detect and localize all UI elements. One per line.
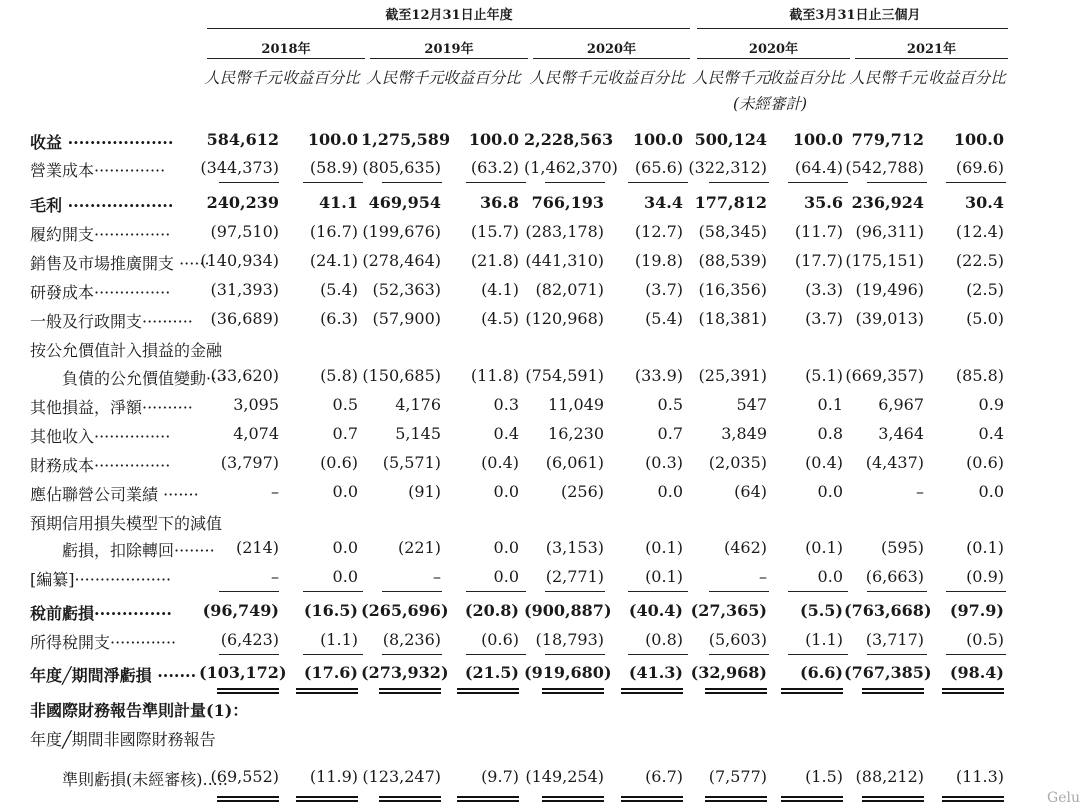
table-cell: (91) — [408, 482, 441, 501]
table-cell: (64.4) — [794, 158, 843, 177]
table-cell: (18,381) — [698, 309, 767, 328]
table-cell: 236,924 — [851, 193, 924, 212]
subtotal-rule — [788, 591, 848, 592]
group-rule-2 — [697, 28, 1008, 29]
unit-rmb-header: 人民幣千元 — [366, 69, 444, 87]
table-cell: 36.8 — [480, 193, 519, 212]
table-cell: 0.0 — [332, 538, 358, 557]
table-cell: (0.9) — [966, 567, 1004, 586]
table-cell: (88,212) — [855, 767, 924, 786]
table-cell: (5.0) — [966, 309, 1004, 328]
table-cell: 0.1 — [817, 395, 843, 414]
table-cell: – — [271, 567, 279, 586]
table-cell: (0.6) — [966, 453, 1004, 472]
table-cell: (21.8) — [470, 251, 519, 270]
table-cell: (11.7) — [794, 222, 843, 241]
table-cell: – — [916, 482, 924, 501]
unit-pct-header: 收益百分比 — [607, 69, 685, 87]
table-cell: (1.1) — [320, 630, 358, 649]
table-cell: 5,145 — [395, 424, 441, 443]
table-cell: (11.8) — [470, 366, 519, 385]
table-cell: (36,689) — [210, 309, 279, 328]
row-label: 預期信用損失模型下的減值 — [30, 514, 223, 533]
subtotal-rule — [382, 654, 442, 655]
row-label: 負債的公允價值變動···· — [62, 369, 227, 388]
table-cell: 0.0 — [978, 482, 1004, 501]
subtotal-rule — [545, 182, 605, 183]
table-cell: 584,612 — [206, 130, 279, 149]
group-header-year-end: 截至12月31日止年度 — [385, 8, 513, 23]
year-header: 2020年 — [586, 42, 637, 57]
unit-pct-header: 收益百分比 — [443, 69, 521, 87]
row-label: 年度╱期間非國際財務報告 — [30, 730, 216, 749]
table-cell: 100.0 — [792, 130, 843, 149]
table-cell: 0.0 — [657, 482, 683, 501]
table-cell: 0.9 — [978, 395, 1004, 414]
table-cell: (103,172) — [199, 663, 287, 682]
table-cell: (16.7) — [309, 222, 358, 241]
row-label: 其他收入··············· — [30, 427, 171, 446]
table-cell: (11.9) — [309, 767, 358, 786]
table-cell: (17.7) — [794, 251, 843, 270]
total-double-rule — [862, 688, 924, 694]
table-cell: (0.8) — [645, 630, 683, 649]
table-cell: (97.9) — [949, 601, 1004, 620]
total-double-rule — [296, 688, 358, 694]
table-cell: (441,310) — [525, 251, 604, 270]
table-cell: (25,391) — [698, 366, 767, 385]
table-cell: 0.7 — [332, 424, 358, 443]
row-label: 準則虧損(未經審核)..... — [62, 770, 228, 789]
table-cell: (763,668) — [844, 601, 932, 620]
table-cell: (754,591) — [525, 366, 604, 385]
table-cell: (0.4) — [481, 453, 519, 472]
row-label: 一般及行政開支·········· — [30, 312, 193, 331]
row-label: 財務成本··············· — [30, 456, 171, 475]
table-cell: (65.6) — [634, 158, 683, 177]
row-label: 按公允價值計入損益的金融 — [30, 341, 223, 360]
row-label: [編纂]··················· — [30, 570, 172, 589]
table-cell: (58.9) — [309, 158, 358, 177]
unit-pct-header: 收益百分比 — [928, 69, 1006, 87]
table-cell: 3,095 — [233, 395, 279, 414]
table-cell: (542,788) — [845, 158, 924, 177]
subtotal-rule — [466, 182, 526, 183]
subtotal-rule — [709, 654, 769, 655]
subtotal-rule — [946, 591, 1006, 592]
total-double-rule — [781, 688, 843, 694]
table-cell: (19.8) — [634, 251, 683, 270]
table-cell: (22.5) — [955, 251, 1004, 270]
subtotal-rule — [382, 182, 442, 183]
table-cell: (2,771) — [545, 567, 604, 586]
table-cell: (4.1) — [481, 280, 519, 299]
table-cell: (39,013) — [855, 309, 924, 328]
table-cell: 0.7 — [657, 424, 683, 443]
row-label: 履約開支··············· — [30, 225, 171, 244]
watermark-logo: Gelu — [1047, 790, 1080, 806]
table-cell: (97,510) — [210, 222, 279, 241]
table-cell: 3,464 — [878, 424, 924, 443]
unit-rmb-header: 人民幣千元 — [692, 69, 770, 87]
table-cell: 100.0 — [953, 130, 1004, 149]
table-cell: 0.0 — [493, 482, 519, 501]
table-cell: (98.4) — [949, 663, 1004, 682]
table-cell: (69.6) — [955, 158, 1004, 177]
table-cell: 766,193 — [531, 193, 604, 212]
table-cell: (669,357) — [845, 366, 924, 385]
table-cell: 34.4 — [644, 193, 683, 212]
table-cell: (33,620) — [210, 366, 279, 385]
group-rule-1 — [207, 28, 690, 29]
table-cell: (3.7) — [645, 280, 683, 299]
table-cell: (58,345) — [698, 222, 767, 241]
subtotal-rule — [219, 182, 279, 183]
table-cell: – — [433, 567, 441, 586]
year-rule — [697, 58, 850, 59]
table-cell: 500,124 — [694, 130, 767, 149]
table-cell: (265,696) — [361, 601, 449, 620]
table-cell: 41.1 — [319, 193, 358, 212]
unit-pct-header: 收益百分比 — [282, 69, 360, 87]
table-cell: (41.3) — [628, 663, 683, 682]
year-header: 2020年 — [748, 42, 799, 57]
table-cell: (5,571) — [382, 453, 441, 472]
subtotal-rule — [628, 182, 688, 183]
table-cell: (3,717) — [865, 630, 924, 649]
table-cell: 16,230 — [548, 424, 604, 443]
subtotal-rule — [867, 591, 927, 592]
total-double-rule — [705, 796, 767, 802]
table-cell: (15.7) — [470, 222, 519, 241]
table-cell: 0.4 — [978, 424, 1004, 443]
table-cell: (273,932) — [361, 663, 449, 682]
table-cell: 6,967 — [878, 395, 924, 414]
subtotal-rule — [946, 182, 1006, 183]
year-rule — [207, 58, 365, 59]
table-cell: (96,311) — [855, 222, 924, 241]
table-cell: (322,312) — [688, 158, 767, 177]
total-double-rule — [542, 688, 604, 694]
table-cell: 469,954 — [368, 193, 441, 212]
table-cell: 0.5 — [332, 395, 358, 414]
year-header: 2021年 — [906, 42, 957, 57]
table-cell: (5,603) — [708, 630, 767, 649]
row-label: 營業成本·············· — [30, 161, 166, 180]
row-label: 其他損益，淨額·········· — [30, 398, 193, 417]
table-cell: (24.1) — [309, 251, 358, 270]
table-cell: 0.8 — [817, 424, 843, 443]
table-cell: (0.6) — [320, 453, 358, 472]
table-cell: (21.5) — [464, 663, 519, 682]
subtotal-rule — [545, 591, 605, 592]
subtotal-rule — [303, 591, 363, 592]
table-cell: (11.3) — [955, 767, 1004, 786]
table-cell: (17.6) — [303, 663, 358, 682]
table-cell: (214) — [235, 538, 279, 557]
unit-rmb-header: 人民幣千元 — [204, 69, 282, 87]
table-cell: 100.0 — [632, 130, 683, 149]
table-cell: (52,363) — [372, 280, 441, 299]
subtotal-rule — [466, 654, 526, 655]
table-cell: (0.4) — [805, 453, 843, 472]
row-label: 年度╱期間淨虧損 ······· — [30, 666, 197, 685]
table-cell: (1.5) — [805, 767, 843, 786]
table-cell: (3,797) — [220, 453, 279, 472]
table-cell: (3.3) — [805, 280, 843, 299]
table-cell: (221) — [397, 538, 441, 557]
table-cell: (85.8) — [955, 366, 1004, 385]
table-cell: (82,071) — [535, 280, 604, 299]
subtotal-rule — [788, 182, 848, 183]
subtotal-rule — [219, 591, 279, 592]
year-rule — [855, 58, 1008, 59]
table-cell: (57,900) — [372, 309, 441, 328]
table-cell: (900,887) — [524, 601, 612, 620]
table-cell: (805,635) — [362, 158, 441, 177]
table-cell: (6.3) — [320, 309, 358, 328]
group-header-three-months: 截至3月31日止三個月 — [789, 8, 921, 23]
table-cell: (32,968) — [690, 663, 767, 682]
table-cell: 0.0 — [493, 538, 519, 557]
table-cell: (4.5) — [481, 309, 519, 328]
total-double-rule — [217, 796, 279, 802]
table-cell: 779,712 — [851, 130, 924, 149]
row-label: 所得稅開支············· — [30, 633, 177, 652]
subtotal-rule — [867, 654, 927, 655]
table-cell: 240,239 — [206, 193, 279, 212]
table-cell: (0.5) — [966, 630, 1004, 649]
total-double-rule — [942, 688, 1004, 694]
table-cell: (6.6) — [800, 663, 843, 682]
table-cell: (40.4) — [628, 601, 683, 620]
table-cell: 0.0 — [817, 567, 843, 586]
table-cell: (0.6) — [481, 630, 519, 649]
table-cell: (64) — [734, 482, 767, 501]
subtotal-rule — [946, 654, 1006, 655]
table-cell: (0.1) — [645, 538, 683, 557]
table-cell: (0.3) — [645, 453, 683, 472]
table-cell: (919,680) — [524, 663, 612, 682]
total-double-rule — [621, 796, 683, 802]
table-cell: (6,663) — [865, 567, 924, 586]
table-cell: (9.7) — [481, 767, 519, 786]
table-cell: 11,049 — [548, 395, 604, 414]
subtotal-rule — [303, 182, 363, 183]
table-cell: (0.1) — [966, 538, 1004, 557]
total-double-rule — [379, 688, 441, 694]
table-cell: (12.7) — [634, 222, 683, 241]
year-rule — [370, 58, 528, 59]
table-cell: (5.4) — [320, 280, 358, 299]
table-cell: (1,462,370) — [524, 158, 618, 177]
table-cell: (88,539) — [698, 251, 767, 270]
row-label: 收益 ··················· — [30, 133, 174, 152]
table-cell: (6,423) — [220, 630, 279, 649]
subtotal-rule — [382, 591, 442, 592]
unit-rmb-header: 人民幣千元 — [529, 69, 607, 87]
subtotal-rule — [303, 654, 363, 655]
total-double-rule — [217, 688, 279, 694]
table-cell: 100.0 — [307, 130, 358, 149]
unit-pct-header: 收益百分比 — [767, 69, 845, 87]
table-cell: 30.4 — [965, 193, 1004, 212]
total-double-rule — [379, 796, 441, 802]
table-cell: (18,793) — [535, 630, 604, 649]
table-cell: 547 — [736, 395, 767, 414]
table-cell: 0.0 — [817, 482, 843, 501]
table-cell: 0.0 — [332, 482, 358, 501]
subtotal-rule — [709, 182, 769, 183]
table-cell: (2.5) — [966, 280, 1004, 299]
year-header: 2018年 — [261, 42, 311, 57]
table-cell: (344,373) — [200, 158, 279, 177]
table-cell: (0.1) — [645, 567, 683, 586]
table-cell: 0.0 — [332, 567, 358, 586]
row-label: 應佔聯營公司業績 ······· — [30, 485, 199, 504]
table-cell: – — [759, 567, 767, 586]
table-cell: (3,153) — [545, 538, 604, 557]
table-cell: (283,178) — [525, 222, 604, 241]
table-cell: (33.9) — [634, 366, 683, 385]
table-cell: (16,356) — [698, 280, 767, 299]
table-cell: 177,812 — [694, 193, 767, 212]
table-cell: (12.4) — [955, 222, 1004, 241]
table-cell: (20.8) — [464, 601, 519, 620]
row-label: 銷售及市場推廣開支 ······ — [30, 254, 210, 273]
subtotal-rule — [219, 654, 279, 655]
unaudited-note: (未經審計) — [732, 95, 808, 113]
table-cell: 2,228,563 — [524, 130, 614, 149]
table-cell: 100.0 — [468, 130, 519, 149]
subtotal-rule — [788, 654, 848, 655]
row-label: 虧損，扣除轉回········ — [62, 541, 215, 560]
table-cell: (2,035) — [708, 453, 767, 472]
subtotal-rule — [628, 591, 688, 592]
year-rule — [533, 58, 690, 59]
table-cell: 4,176 — [395, 395, 441, 414]
subtotal-rule — [545, 654, 605, 655]
table-cell: 4,074 — [233, 424, 279, 443]
table-cell: (175,151) — [845, 251, 924, 270]
table-cell: (19,496) — [855, 280, 924, 299]
table-cell: (278,464) — [362, 251, 441, 270]
table-cell: (5.1) — [805, 366, 843, 385]
subtotal-rule — [709, 591, 769, 592]
total-double-rule — [542, 796, 604, 802]
table-cell: (27,365) — [690, 601, 767, 620]
table-cell: (4,437) — [865, 453, 924, 472]
row-label: 毛利 ··················· — [30, 196, 174, 215]
table-cell: (140,934) — [200, 251, 279, 270]
table-cell: (123,247) — [362, 767, 441, 786]
total-double-rule — [296, 796, 358, 802]
table-cell: (96,749) — [202, 601, 279, 620]
table-cell: 0.5 — [657, 395, 683, 414]
total-double-rule — [457, 688, 519, 694]
table-cell: (5.4) — [645, 309, 683, 328]
table-cell: (256) — [560, 482, 604, 501]
table-cell: (1.1) — [805, 630, 843, 649]
table-cell: (462) — [723, 538, 767, 557]
table-cell: (0.1) — [805, 538, 843, 557]
table-cell: 0.4 — [493, 424, 519, 443]
table-cell: 0.0 — [493, 567, 519, 586]
table-cell: 35.6 — [804, 193, 843, 212]
table-cell: (5.8) — [320, 366, 358, 385]
table-cell: (6,061) — [545, 453, 604, 472]
row-label: 研發成本··············· — [30, 283, 171, 302]
table-cell: (595) — [880, 538, 924, 557]
table-cell: (69,552) — [210, 767, 279, 786]
table-cell: (31,393) — [210, 280, 279, 299]
row-label: 非國際財務報告準則計量(1)： — [30, 701, 249, 720]
table-cell: (767,385) — [844, 663, 932, 682]
total-double-rule — [705, 688, 767, 694]
table-cell: (150,685) — [362, 366, 441, 385]
table-cell: (3.7) — [805, 309, 843, 328]
unit-rmb-header: 人民幣千元 — [849, 69, 927, 87]
table-cell: 0.3 — [493, 395, 519, 414]
total-double-rule — [781, 796, 843, 802]
row-label: 稅前虧損·············· — [30, 604, 172, 623]
subtotal-rule — [628, 654, 688, 655]
table-cell: (120,968) — [525, 309, 604, 328]
table-cell: 1,275,589 — [361, 130, 451, 149]
total-double-rule — [457, 796, 519, 802]
table-cell: (149,254) — [525, 767, 604, 786]
table-cell: (5.5) — [800, 601, 843, 620]
table-cell: (8,236) — [382, 630, 441, 649]
table-cell: (7,577) — [708, 767, 767, 786]
table-cell: (63.2) — [470, 158, 519, 177]
total-double-rule — [862, 796, 924, 802]
subtotal-rule — [867, 182, 927, 183]
subtotal-rule — [466, 591, 526, 592]
year-header: 2019年 — [424, 42, 474, 57]
table-cell: 3,849 — [721, 424, 767, 443]
table-cell: (6.7) — [645, 767, 683, 786]
table-cell: (16.5) — [303, 601, 358, 620]
total-double-rule — [621, 688, 683, 694]
table-cell: (199,676) — [362, 222, 441, 241]
table-cell: – — [271, 482, 279, 501]
